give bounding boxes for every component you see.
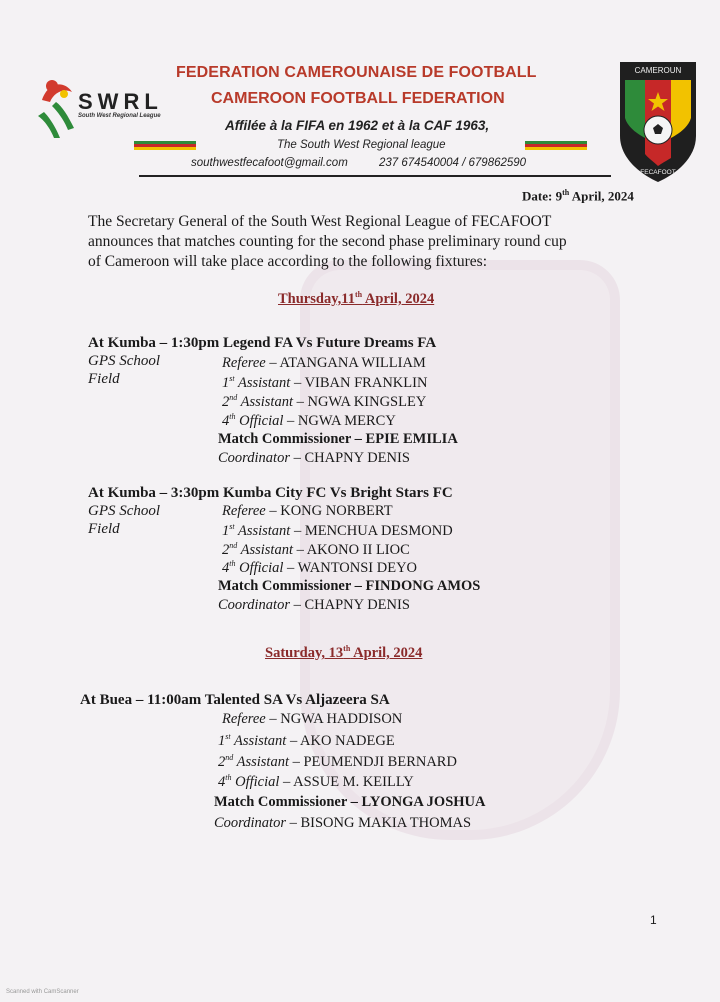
intro-line-1: The Secretary General of the South West Regional League of FECAFOOT bbox=[88, 213, 552, 230]
email-text: southwestfecafoot@gmail.com bbox=[191, 157, 348, 169]
match-2-coordinator: Coordinator – CHAPNY DENIS bbox=[218, 597, 410, 613]
match-3-coordinator: Coordinator – BISONG MAKIA THOMAS bbox=[214, 815, 472, 831]
match-3-assistant-2: 2nd Assistant – PEUMENDJI BERNARD bbox=[218, 753, 457, 770]
crest-top-text: CAMEROUN bbox=[634, 66, 682, 75]
match-2-line: At Kumba – 3:30pm Kumba City FC Vs Bright Stars FC bbox=[88, 485, 453, 501]
match-3-commissioner: Match Commissioner – LYONGA JOSHUA bbox=[214, 794, 486, 810]
day-heading-thursday: Thursday,11th April, 2024 bbox=[278, 290, 435, 307]
match-1-line: At Kumba – 1:30pm Legend FA Vs Future Dreams FA bbox=[88, 335, 437, 351]
match-2-fourth-official: 4th Official – WANTONSI DEYO bbox=[222, 559, 418, 576]
header-divider bbox=[139, 175, 611, 177]
intro-line-3: of Cameroon will take place according to the following fixtures: bbox=[88, 253, 488, 270]
match-2-venue bbox=[88, 502, 160, 538]
match-1-fourth-official: 4th Official – NGWA MERCY bbox=[222, 412, 396, 429]
affiliation-text: Affilée à la FIFA en 1962 et à la CAF 1963, bbox=[225, 118, 490, 133]
scanner-watermark-text: Scanned with CamScanner bbox=[6, 989, 79, 995]
match-1-venue bbox=[88, 352, 160, 388]
federation-name-en: CAMEROON FOOTBALL FEDERATION bbox=[211, 90, 505, 107]
match-1-coordinator: Coordinator – CHAPNY DENIS bbox=[218, 450, 410, 466]
crest-bottom-text: FECAFOOT bbox=[640, 169, 676, 176]
match-3-referee: Referee – NGWA HADDISON bbox=[222, 711, 403, 727]
match-1-referee: Referee – ATANGANA WILLIAM bbox=[222, 355, 426, 371]
match-2-assistant-2: 2nd Assistant – AKONO II LIOC bbox=[222, 541, 410, 558]
match-2-referee: Referee – KONG NORBERT bbox=[222, 503, 393, 519]
match-2-venue-line-1: GPS School bbox=[88, 503, 161, 519]
flag-stripe-right bbox=[525, 141, 587, 150]
match-2-assistant-1: 1st Assistant – MENCHUA DESMOND bbox=[222, 522, 453, 539]
intro-paragraph bbox=[88, 212, 648, 272]
match-3-assistant-1: 1st Assistant – AKO NADEGE bbox=[218, 732, 395, 749]
match-1-venue-line-2: Field bbox=[88, 371, 120, 387]
contact-line bbox=[191, 157, 526, 169]
document-date: Date: 9th April, 2024 bbox=[522, 188, 634, 204]
match-1-assistant-2: 2nd Assistant – NGWA KINGSLEY bbox=[222, 393, 427, 410]
match-3-line: At Buea – 11:00am Talented SA Vs Aljazeera SA bbox=[80, 692, 390, 708]
federation-name-fr: FEDERATION CAMEROUNAISE DE FOOTBALL bbox=[176, 64, 537, 81]
match-2-commissioner: Match Commissioner – FINDONG AMOS bbox=[218, 578, 481, 594]
swrl-logo-subtitle: South West Regional League bbox=[78, 113, 161, 119]
page-number: 1 bbox=[650, 913, 657, 927]
league-name: The South West Regional league bbox=[277, 139, 446, 151]
match-1-commissioner: Match Commissioner – EPIE EMILIA bbox=[218, 431, 458, 447]
intro-line-2: announces that matches counting for the second phase preliminary round cup bbox=[88, 233, 567, 250]
day-heading-saturday: Saturday, 13th April, 2024 bbox=[265, 644, 423, 661]
match-1-venue-line-1: GPS School bbox=[88, 353, 161, 369]
flag-stripe-left bbox=[134, 141, 196, 150]
swrl-logo-text: SWRL bbox=[78, 89, 163, 114]
match-3-fourth-official: 4th Official – ASSUE M. KEILLY bbox=[218, 773, 414, 790]
phone-text: 237 674540004 / 679862590 bbox=[378, 157, 527, 169]
match-2-venue-line-2: Field bbox=[88, 521, 120, 537]
fecafoot-crest bbox=[616, 58, 700, 186]
match-1-assistant-1: 1st Assistant – VIBAN FRANKLIN bbox=[222, 374, 428, 391]
